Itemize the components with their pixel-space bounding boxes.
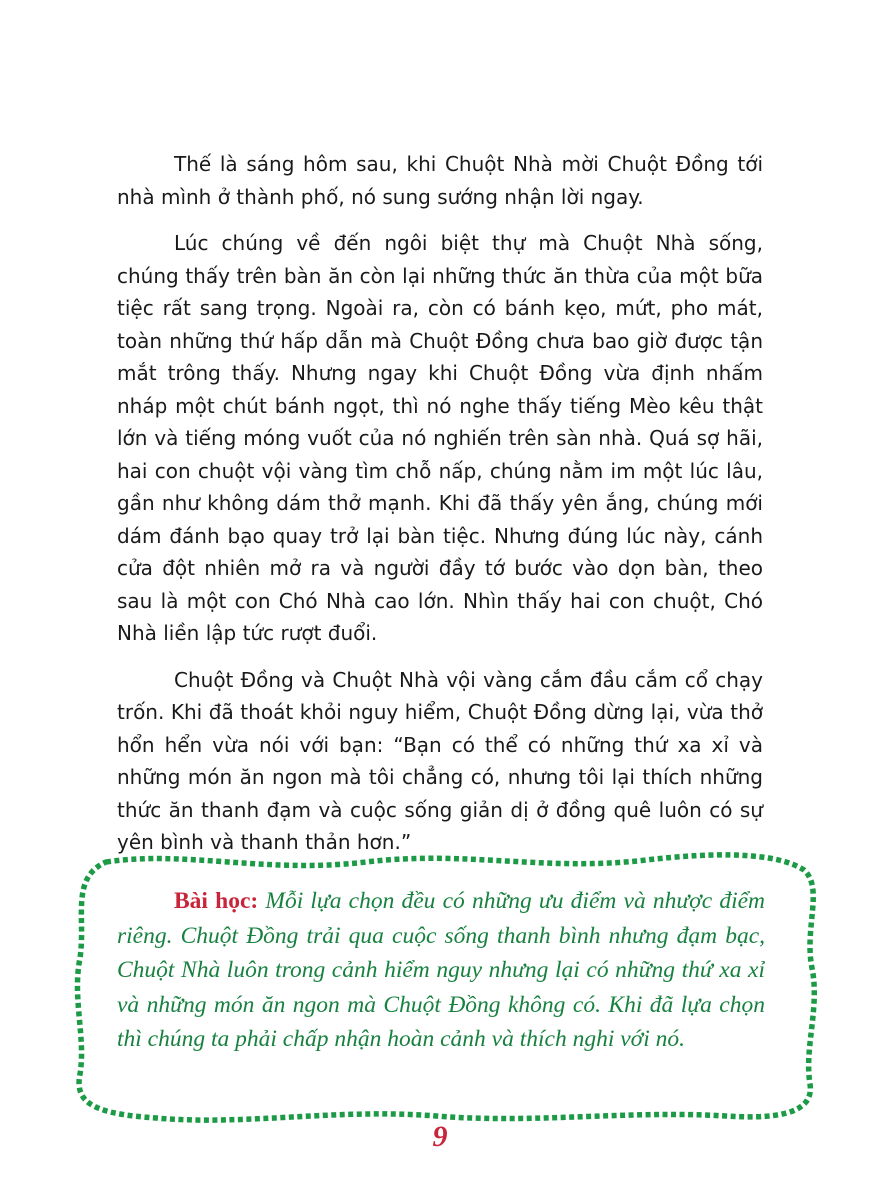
lesson-label: Bài học: — [174, 888, 259, 914]
story-paragraph-1: Thế là sáng hôm sau, khi Chuột Nhà mời Chuột Đồng tới nhà mình ở thành phố, nó sung sướng nhận lời ngay. — [117, 152, 763, 209]
lesson-text — [117, 884, 765, 1057]
page-number: 9 — [432, 1120, 448, 1153]
story-text — [117, 148, 763, 873]
lesson-body: Mỗi lựa chọn đều có những ưu điểm và nhược điểm riêng. Chuột Đồng trải qua cuộc sống thanh bình nhưng đạm bạc, Chuột Nhà luôn trong cảnh hiểm nguy nhưng lại có những thứ xa xỉ và những món ăn ngon mà Chuột Đồng không có. Khi đã lựa chọn thì chúng ta phải chấp nhận hoàn cảnh và thích nghi với nó. — [117, 888, 765, 1052]
story-paragraph-3: Chuột Đồng và Chuột Nhà vội vàng cắm đầu cắm cổ chạy trốn. Khi đã thoát khỏi nguy hiểm, Chuột Đồng dừng lại, vừa thở hổn hển vừa nói với bạn: “Bạn có thể có những thứ xa xỉ và những món ăn ngon mà tôi chẳng có, nhưng tôi lại thích những thức ăn thanh đạm và cuộc sống giản dị ở đồng quê luôn có sự yên bình và thanh thản hơn.” — [117, 667, 763, 854]
story-paragraph-2: Lúc chúng về đến ngôi biệt thự mà Chuột Nhà sống, chúng thấy trên bàn ăn còn lại những thức ăn thừa của một bữa tiệc rất sang trọng. Ngoài ra, còn có bánh kẹo, mứt, pho mát, toàn những thứ hấp dẫn mà Chuột Đồng chưa bao giờ được tận mắt trông thấy. Nhưng ngay khi Chuột Đồng vừa định nhấm nháp một chút bánh ngọt, thì nó nghe thấy tiếng Mèo kêu thật lớn và tiếng móng vuốt của nó nghiến trên sàn nhà. Quá sợ hãi, hai con chuột vội vàng tìm chỗ nấp, chúng nằm im một lúc lâu, gần như không dám thở mạnh. Khi đã thấy yên ắng, chúng mới dám đánh bạo quay trở lại bàn tiệc. Nhưng đúng lúc này, cánh cửa đột nhiên mở ra và người đầy tớ bước vào dọn bàn, theo sau là một con Chó Nhà cao lớn. Nhìn thấy hai con chuột, Chó Nhà liền lập tức rượt đuổi. — [117, 231, 763, 645]
